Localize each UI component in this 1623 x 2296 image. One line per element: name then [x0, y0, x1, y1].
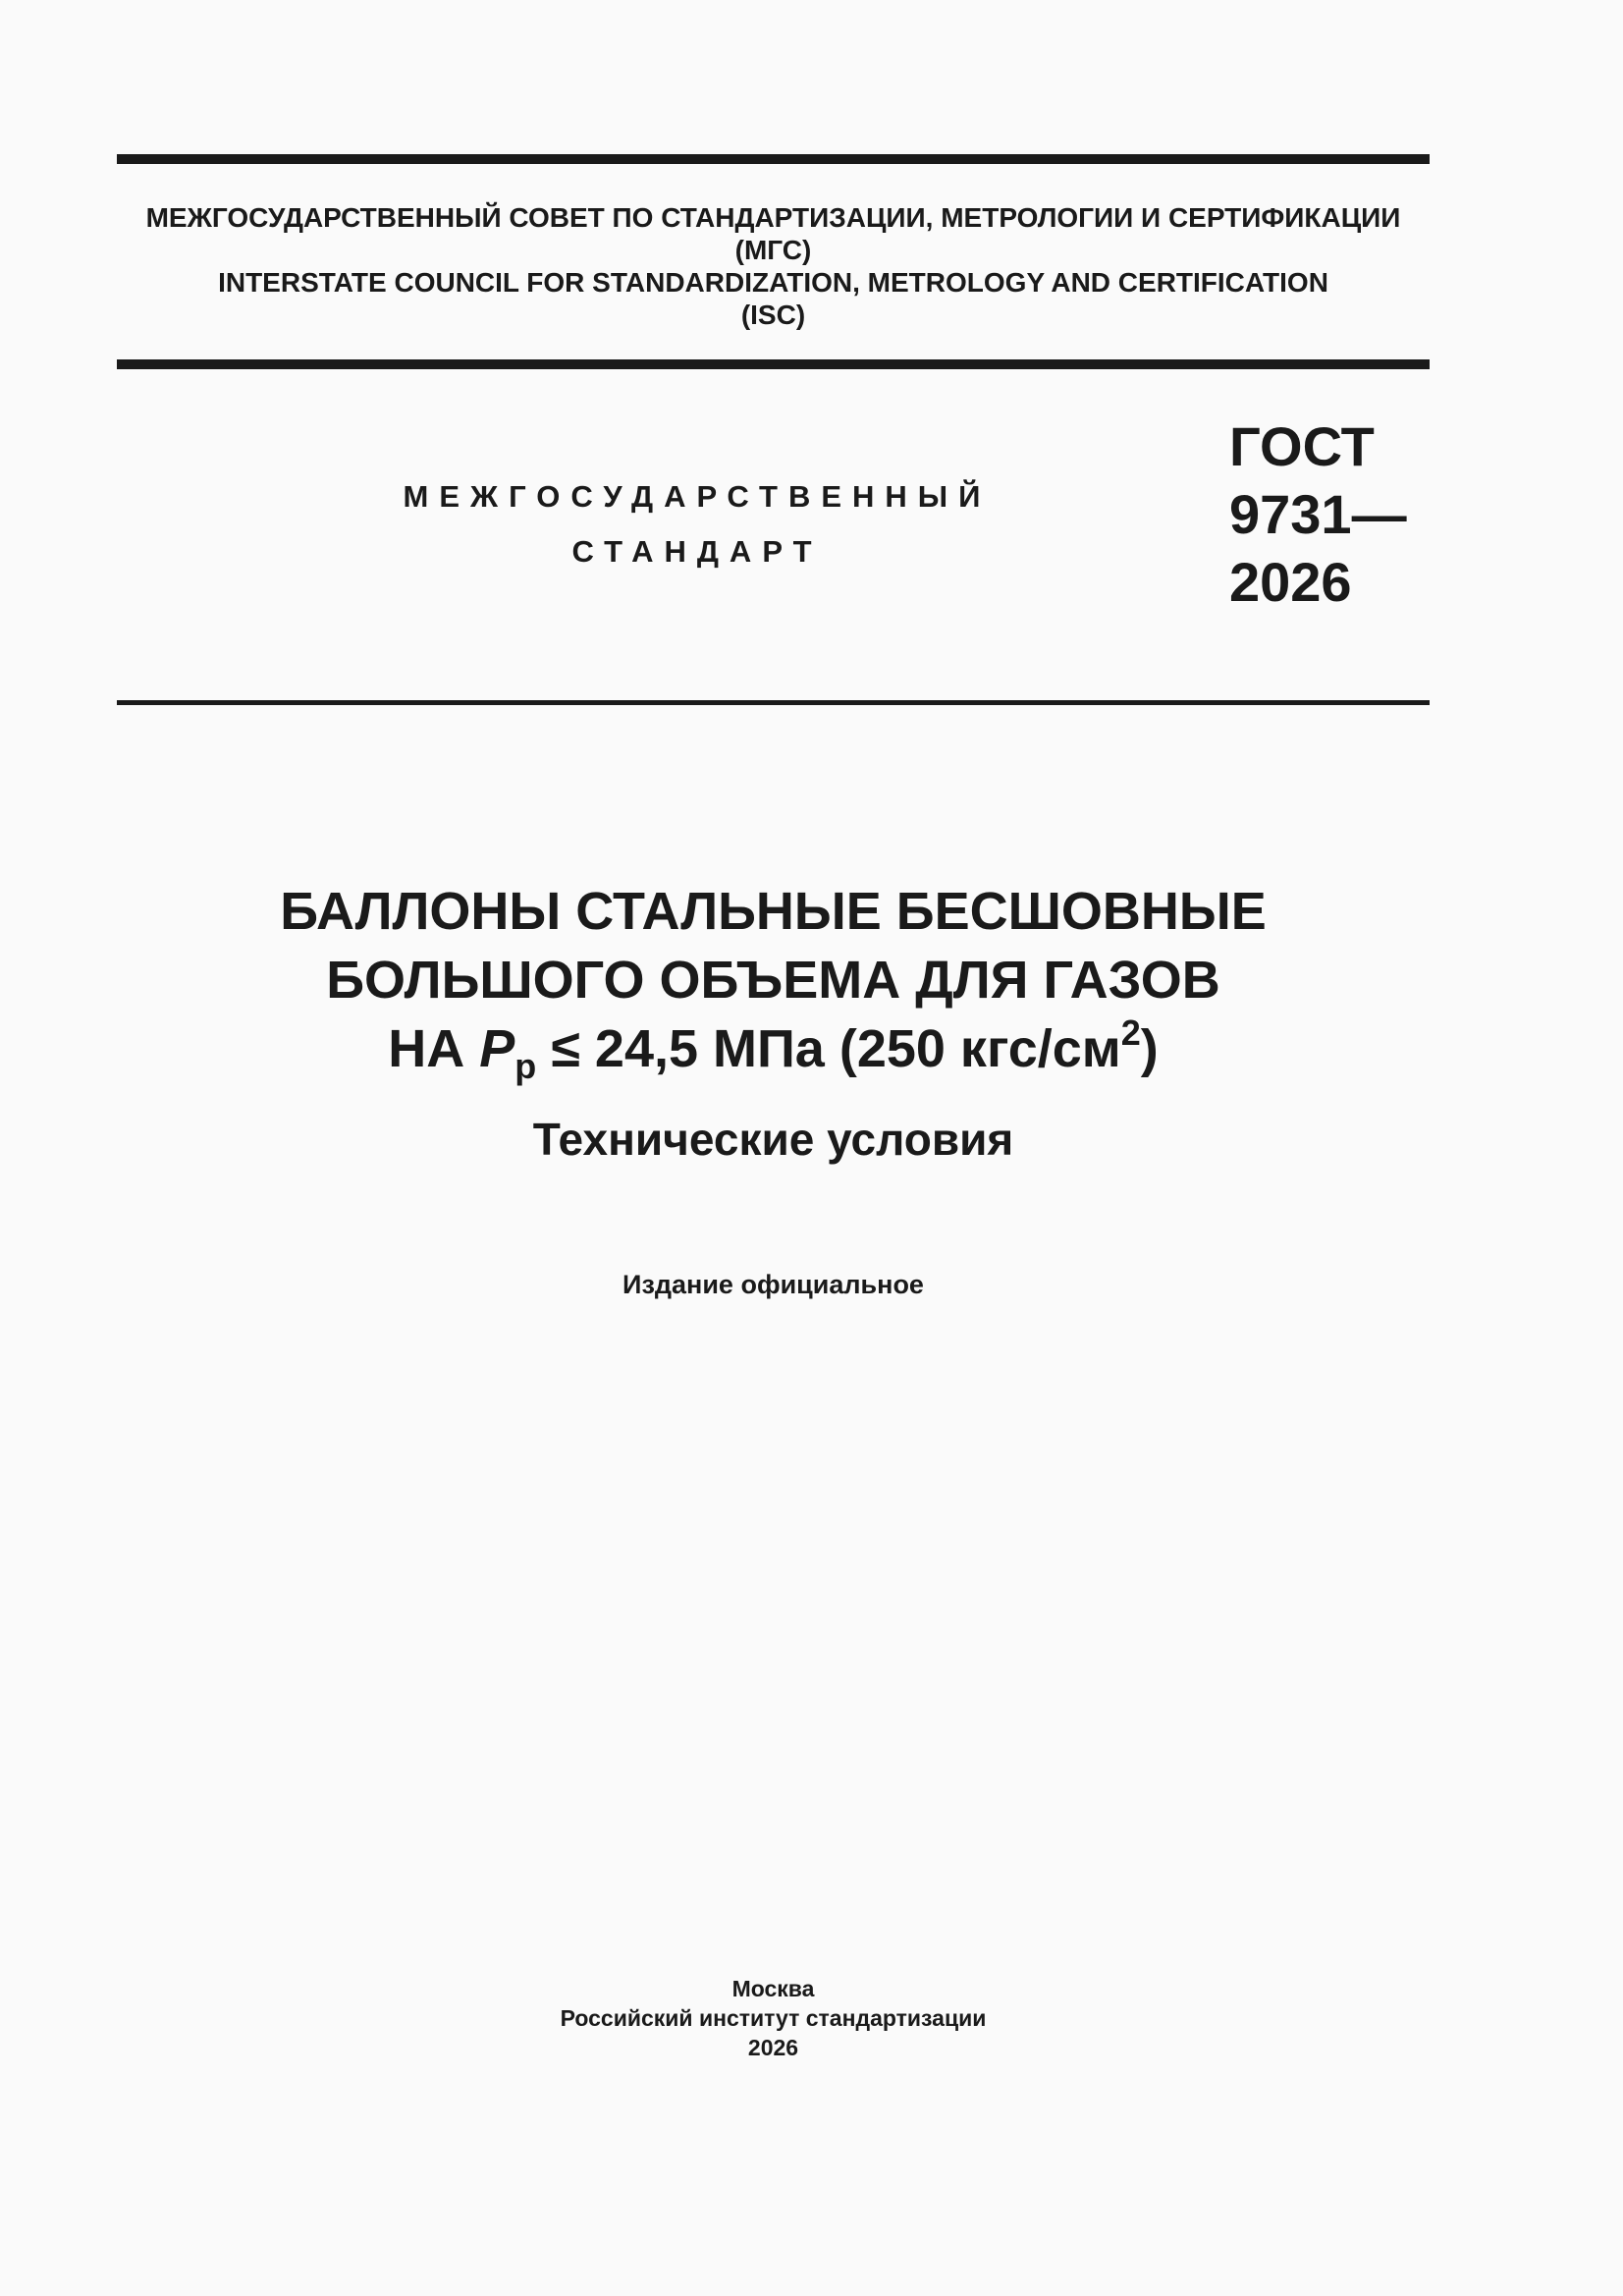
publisher-institute: Российский институт стандартизации [560, 2005, 987, 2031]
standard-type-line1: МЕЖГОСУДАРСТВЕННЫЙ [403, 479, 992, 514]
council-header [117, 201, 1430, 331]
designation-prefix: ГОСТ [1229, 415, 1375, 477]
middle-thick-rule [117, 359, 1430, 369]
edition-label: Издание официальное [622, 1270, 924, 1299]
publisher-year: 2026 [747, 2035, 799, 2060]
council-name-en: INTERSTATE COUNCIL FOR STANDARDIZATION, METROLOGY AND CERTIFICATION [218, 267, 1328, 298]
document-title [117, 877, 1430, 1101]
publisher-city: Москва [731, 1976, 815, 2001]
pressure-subscript: p [514, 1046, 537, 1086]
council-abbr-en: (ISC) [740, 300, 806, 330]
title-line1: БАЛЛОНЫ СТАЛЬНЫЕ БЕСШОВНЫЕ [280, 882, 1267, 941]
standard-type-line2: СТАНДАРТ [571, 534, 823, 569]
pressure-symbol-letter: P [479, 1019, 515, 1078]
title-line2: БОЛЬШОГО ОБЪЕМА ДЛЯ ГАЗОВ [326, 951, 1220, 1010]
unit-superscript: 2 [1120, 1012, 1141, 1053]
title-line3-suffix: ) [1140, 1019, 1159, 1078]
top-thick-rule [117, 154, 1430, 164]
standard-designation [1229, 412, 1407, 616]
publisher-block [117, 1974, 1430, 2062]
council-name-ru: МЕЖГОСУДАРСТВЕННЫЙ СОВЕТ ПО СТАНДАРТИЗАЦИИ, МЕТРОЛОГИИ И СЕРТИФИКАЦИИ [145, 202, 1401, 233]
title-line3 [117, 1014, 1430, 1101]
council-abbr-ru: (МГС) [734, 235, 812, 265]
pressure-symbol [479, 1019, 537, 1086]
designation-number: 9731— [1229, 483, 1407, 545]
title-line3-prefix: НА [388, 1019, 480, 1078]
document-subtitle: Технические условия [532, 1114, 1014, 1165]
bottom-thin-rule [117, 700, 1430, 705]
title-line3-middle: ≤ 24,5 МПа (250 кгс/см [536, 1019, 1121, 1078]
designation-year: 2026 [1229, 551, 1352, 613]
standard-type [304, 469, 1090, 579]
